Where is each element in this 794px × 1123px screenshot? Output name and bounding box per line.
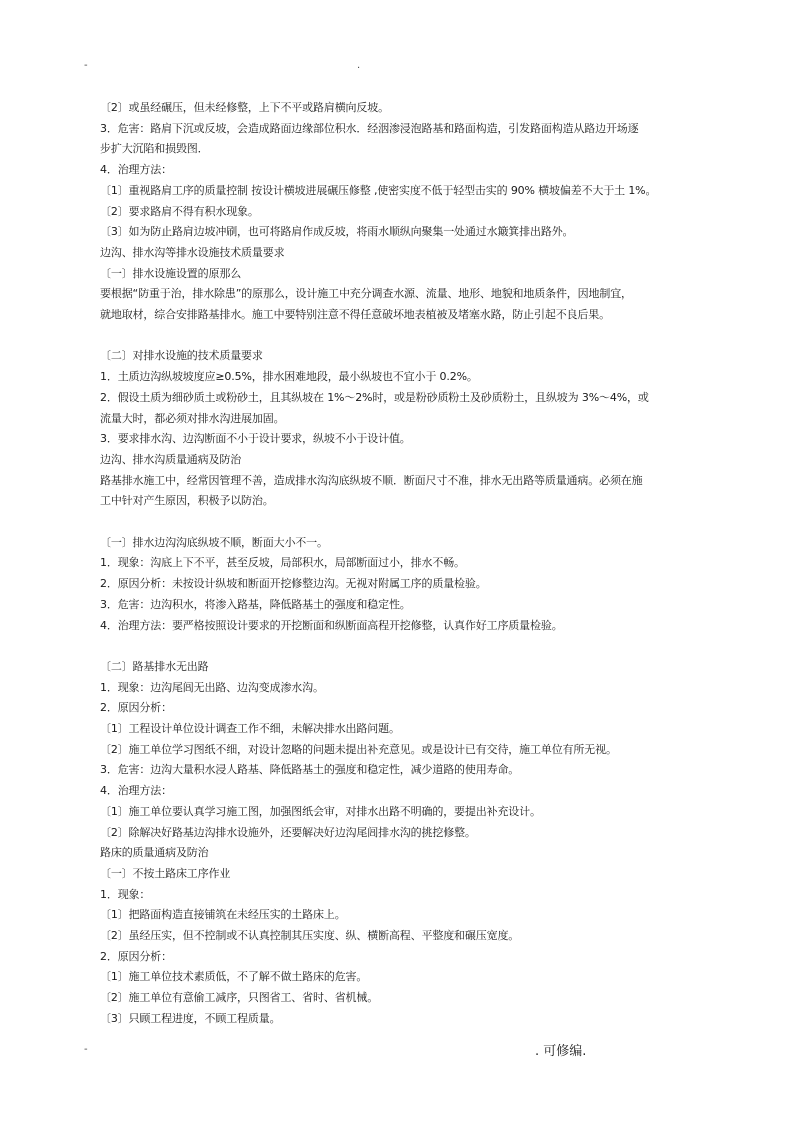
blank-line	[100, 326, 700, 347]
text-line: 3．危害：边沟积水，将渗入路基，降低路基土的强度和稳定性。	[100, 597, 411, 611]
footer-text: . 可修编.	[535, 1044, 587, 1059]
text-line: 4．治理方法：	[100, 784, 172, 798]
text-line: 2．原因分析：	[100, 949, 172, 963]
text-line: 〔2〕要求路肩不得有积水现象。	[100, 204, 259, 218]
blank-line	[100, 636, 700, 657]
text-line: 〔3〕如为防止路肩边坡冲刷，也可将路肩作成反坡，将雨水顺纵向聚集一处通过水簸箕排出路外。	[100, 225, 574, 239]
text-line: 边沟、排水沟等排水设施技术质量要求	[100, 245, 285, 259]
text-line: 路床的质量通病及防治	[100, 846, 209, 860]
text-line: 1．现象：沟底上下不平，甚至反坡，局部积水，局部断面过小，排水不畅。	[100, 556, 465, 570]
text-line: 就地取材，综合安排路基排水。施工中要特别注意不得任意破坏地表植被及堵塞水路，防止引起不良后果。	[100, 308, 610, 322]
text-line: 〔一〕不按土路床工序作业	[100, 866, 231, 880]
text-line: 〔1〕重视路肩工序的质量控制 按设计横坡进展碾压修整 ,使密实度不低于轻型击实的 90% 横坡偏差不大于土 1%。	[100, 183, 657, 197]
header-center-mark: .	[357, 60, 361, 71]
text-line: 2．原因分析：未按设计纵坡和断面开挖修整边沟。无视对附属工序的质量检验。	[100, 577, 487, 591]
text-line: 〔一〕排水设施设置的原那么	[100, 266, 242, 280]
text-line: 〔1〕把路面构造直接铺筑在未经压实的土路床上。	[100, 908, 346, 922]
text-line: 边沟、排水沟质量通病及防治	[100, 452, 242, 466]
text-line: 流量大时，都必须对排水沟进展加固。	[100, 411, 285, 425]
text-line: 〔1〕施工单位要认真学习施工图，加强图纸会审，对排水出路不明确的，要提出补充设计。	[100, 804, 541, 818]
text-line: 〔2〕虽经压实，但不控制或不认真控制其压实度、纵、横断高程、平整度和碾压宽度。	[100, 929, 520, 943]
text-line: 路基排水施工中，经常因管理不善，造成排水沟沟底纵坡不顺．断面尺寸不准，排水无出路等质量通病。必须在施	[100, 473, 643, 487]
text-line: 2．原因分析：	[100, 701, 172, 715]
text-line: 〔2〕施工单位学习图纸不细，对设计忽略的问题未提出补充意见。或是设计已有交待，施工单位有所无视。	[100, 742, 617, 756]
text-line: 〔二〕对排水设施的技术质量要求	[100, 349, 263, 363]
text-line: 〔2〕除解决好路基边沟排水设施外，还要解决好边沟尾闾排水沟的挑挖修整。	[100, 825, 476, 839]
text-line: 1．现象：	[100, 887, 151, 901]
text-line: 〔二〕路基排水无出路	[100, 659, 209, 673]
text-line: 〔3〕只顾工程进度，不顾工程质量。	[100, 1011, 281, 1025]
text-line: 4．治理方法：	[100, 163, 172, 177]
text-line: 1．土质边沟纵坡坡度应≥0.5%，排水困难地段，最小纵坡也不宜小于 0.2%。	[100, 370, 478, 384]
text-line: 工中针对产生原因，积极予以防治。	[100, 494, 274, 508]
text-line: 〔一〕排水边沟沟底纵坡不顺，断面大小不一。	[100, 535, 328, 549]
text-line: 3．要求排水沟、边沟断面不小于设计要求，纵坡不小于设计值。	[100, 432, 411, 446]
footer-left-mark: -	[84, 1044, 88, 1055]
header-left-mark: -	[84, 60, 88, 71]
text-line: 〔2〕或虽经碾压，但未经修整，上下不平或路肩横向反坡。	[100, 101, 389, 114]
text-line: 〔2〕施工单位有意偷工减序，只图省工、省时、省机械。	[100, 991, 379, 1005]
text-line: 〔1〕工程设计单位设计调查工作不细，未解决排水出路问题。	[100, 722, 400, 736]
text-line: 3．危害：边沟大量积水浸人路基、降低路基土的强度和稳定性，减少道路的使用寿命。	[100, 763, 520, 777]
text-line: 步扩大沉陷和损毁图．	[100, 142, 209, 156]
text-line: 〔1〕施工单位技术素质低，不了解不做土路床的危害。	[100, 970, 368, 984]
document-body	[100, 98, 700, 1030]
text-line: 1．现象：边沟尾闾无出路、边沟变成渗水沟。	[100, 680, 324, 694]
text-line: 3．危害：路肩下沉或反坡，会造成路面边缘部位积水．经洇渗浸泡路基和路面构造，引发路面构造从路边开场逐	[100, 121, 639, 135]
blank-line	[100, 512, 700, 533]
text-line: 2．假设土质为细砂质土或粉砂土，且其纵坡在 1%～2%时，或是粉砂质粉土及砂质粉土，且纵坡为 3%～4%，或	[100, 390, 649, 404]
text-line: 要根据“防重于治，排水除患”的原那么，设计施工中充分调查水源、流量、地形、地貌和地质条件，因地制宜，	[100, 287, 632, 301]
text-line: 4．治理方法：要严格按照设计要求的开挖断面和纵断面高程开挖修整，认真作好工序质量检验。	[100, 618, 563, 632]
